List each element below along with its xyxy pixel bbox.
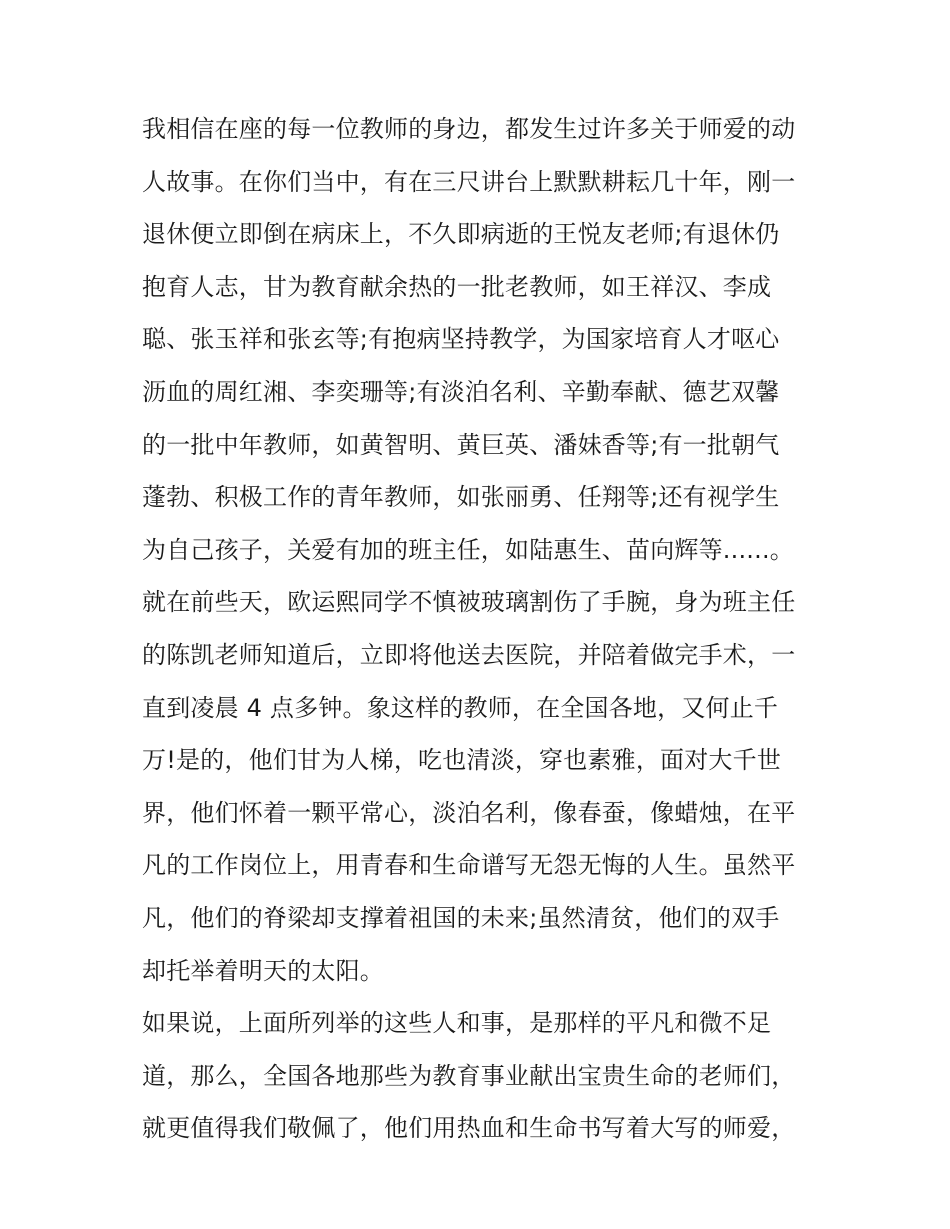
text-line: 退休便立即倒在病床上，不久即病逝的王悦友老师;有退休仍: [142, 220, 780, 249]
text-line: 界，他们怀着一颗平常心，淡泊名利，像春蚕，像蜡烛，在平: [142, 798, 796, 827]
text-line: 为自己孩子，关爱有加的班主任，如陆惠生、苗向辉等......。: [142, 535, 794, 564]
text-line: 的陈凯老师知道后，立即将他送去医院，并陪着做完手术，一: [142, 640, 796, 669]
text-line: 的一批中年教师，如黄智明、黄巨英、潘妹香等;有一批朝气: [142, 430, 780, 459]
text-line: 直到凌晨 4 点多钟。象这样的教师，在全国各地，又何止千: [142, 693, 779, 722]
text-line: 凡，他们的脊梁却支撑着祖国的未来;虽然清贫，他们的双手: [142, 903, 780, 932]
text-line: 聪、张玉祥和张玄等;有抱病坚持教学，为国家培育人才呕心: [142, 325, 780, 354]
text-line: 抱育人志，甘为教育献余热的一批老教师，如王祥汉、李成: [142, 272, 772, 301]
text-line: 就更值得我们敬佩了，他们用热血和生命书写着大写的师爱，: [142, 1114, 796, 1143]
text-line: 我相信在座的每一位教师的身边，都发生过许多关于师爱的动: [142, 115, 796, 143]
text-line: 沥血的周红湘、李奕珊等;有淡泊名利、辛勤奉献、德艺双馨: [142, 377, 780, 406]
text-line: 道，那么，全国各地那些为教育事业献出宝贵生命的老师们，: [142, 1061, 796, 1090]
text-line: 蓬勃、积极工作的青年教师，如张丽勇、任翔等;还有视学生: [142, 483, 780, 512]
text-line: 却托举着明天的太阳。: [142, 956, 384, 985]
text-line: 人故事。在你们当中，有在三尺讲台上默默耕耘几十年，刚一: [142, 167, 796, 196]
text-line: 就在前些天，欧运熙同学不慎被玻璃割伤了手腕，身为班主任: [142, 588, 796, 617]
text-line: 如果说，上面所列举的这些人和事，是那样的平凡和微不足: [142, 1009, 772, 1038]
body-text: [142, 103, 822, 1155]
text-line: 凡的工作岗位上，用青春和生命谱写无怨无悔的人生。虽然平: [142, 851, 796, 880]
text-line: 万!是的，他们甘为人梯，吃也清淡，穿也素雅，面对大千世: [142, 746, 782, 775]
